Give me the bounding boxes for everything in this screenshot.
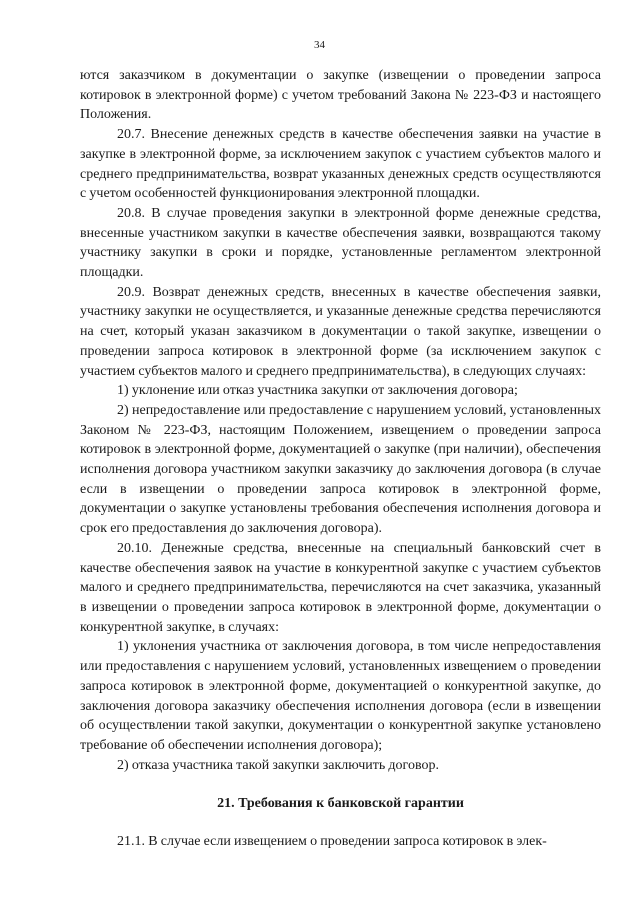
paragraph-21-1: 21.1. В случае если извещением о проведении запроса котировок в элек- xyxy=(117,834,547,850)
paragraph-20-9: 20.9. Возврат денежных средств, внесенных в качестве обеспечения заявки, участнику закупки не осуществляется, и указанные денежные средства перечисляются на счет, который указан заказчиком в документации о такой закупке, извещении о проведении запроса котировок в электронной форме (за исключением закупок с участием субъектов малого и среднего предпринимательства), в следующих случаях: xyxy=(80,284,601,379)
paragraph-continuation: ются заказчиком в документации о закупке (извещении о проведении запроса котировок в электронной форме) с учетом требований Закона № 223-ФЗ и настоящего Положения. xyxy=(80,68,601,123)
paragraph-20-10: 20.10. Денежные средства, внесенные на специальный банковский счет в качестве обеспечения заявок на участие в конкурентной закупке с участием субъектов малого и среднего предпринимательства, перечисляются на счет заказчика, указанный в извещении о проведении запроса котировок в электронной форме, документации о конкурентной закупке, в случаях: xyxy=(80,540,601,635)
page-body xyxy=(80,66,601,852)
list-item-20-9-1: 1) уклонение или отказ участника закупки от заключения договора; xyxy=(117,383,518,399)
page-number: 34 xyxy=(314,39,325,51)
paragraph-20-7: 20.7. Внесение денежных средств в качестве обеспечения заявки на участие в закупке в электронной форме, за исключением закупок с участием субъектов малого и среднего предпринимательства, возврат указанных денежных средств осуществляются с учетом особенностей функционирования электронной площадки. xyxy=(80,127,601,202)
list-item-20-9-2: 2) непредоставление или предоставление с нарушением условий, установленных Законом № 223-ФЗ, настоящим Положением, извещением о проведении запроса котировок в электронной форме, документацией о закупке (при наличии), обеспечения исполнения договора участником закупки заказчику до заключения договора (в случае если в извещении о проведении запроса котировок в электронной форме, документации о закупке установлены требования обеспечения исполнения договора и срок его предоставления до заключения договора). xyxy=(80,402,601,537)
list-item-20-10-1: 1) уклонения участника от заключения договора, в том числе непредоставления или предоставления с нарушением условий, установленных извещением о проведении запроса котировок в электронной форме, документацией о конкурентной закупке, до заключения договора заказчику обеспечения исполнения договора (если в извещении об осуществлении такой закупки, документации о конкурентной закупке установлено требование об обеспечении исполнения договора); xyxy=(80,639,601,753)
list-item-20-10-2: 2) отказа участника такой закупки заключить договор. xyxy=(117,757,439,773)
section-heading: 21. Требования к банковской гарантии xyxy=(217,796,464,812)
paragraph-20-8: 20.8. В случае проведения закупки в электронной форме денежные средства, внесенные участником закупки в качестве обеспечения заявки, возвращаются такому участнику закупки в сроки и порядке, установленные регламентом электронной площадки. xyxy=(80,205,601,281)
